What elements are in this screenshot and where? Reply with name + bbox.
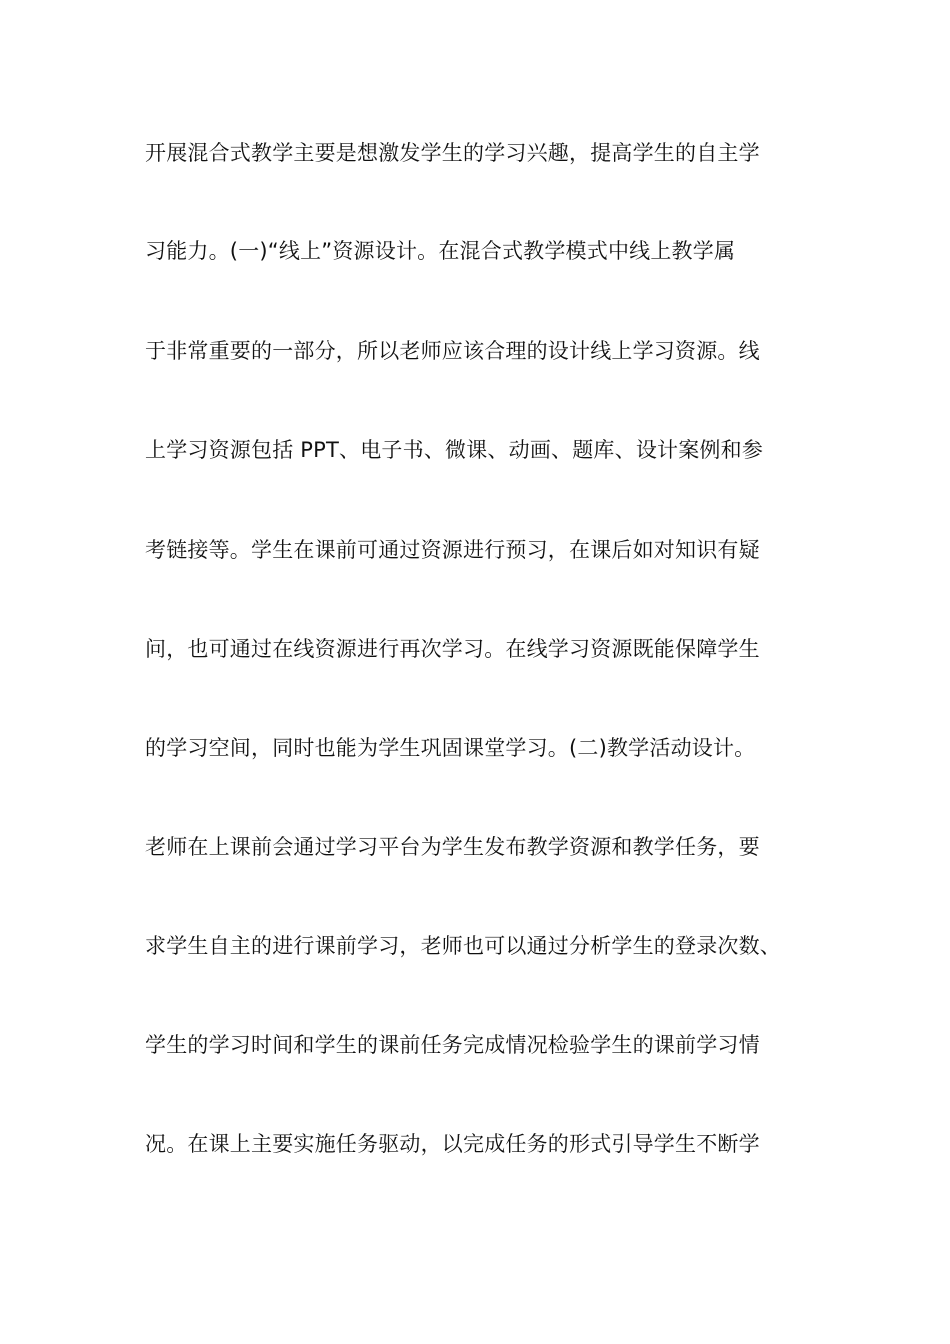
paragraph-line-1: 开展混合式教学主要是想激发学生的学习兴趣，提高学生的自主学 xyxy=(145,141,760,165)
paragraph-line-5: 考链接等。学生在课前可通过资源进行预习，在课后如对知识有疑 xyxy=(145,538,760,562)
paragraph-line-6: 问，也可通过在线资源进行再次学习。在线学习资源既能保障学生 xyxy=(145,637,760,661)
paragraph-line-3: 于非常重要的一部分，所以老师应该合理的设计线上学习资源。线 xyxy=(145,339,760,363)
paragraph-line-10: 学生的学习时间和学生的课前任务完成情况检验学生的课前学习情 xyxy=(145,1033,760,1057)
paragraph-line-8: 老师在上课前会通过学习平台为学生发布教学资源和教学任务，要 xyxy=(145,835,760,859)
paragraph-line-2: 习能力。(一)“线上”资源设计。在混合式教学模式中线上教学属 xyxy=(145,239,736,263)
paragraph-line-9: 求学生自主的进行课前学习，老师也可以通过分析学生的登录次数、 xyxy=(145,934,781,958)
paragraph-line-7: 的学习空间，同时也能为学生巩固课堂学习。(二)教学活动设计。 xyxy=(145,736,756,760)
paragraph-line-4: 上学习资源包括 PPT、电子书、微课、动画、题库、设计案例和参 xyxy=(145,438,764,462)
paragraph-line-11: 况。在课上主要实施任务驱动，以完成任务的形式引导学生不断学 xyxy=(145,1132,760,1156)
